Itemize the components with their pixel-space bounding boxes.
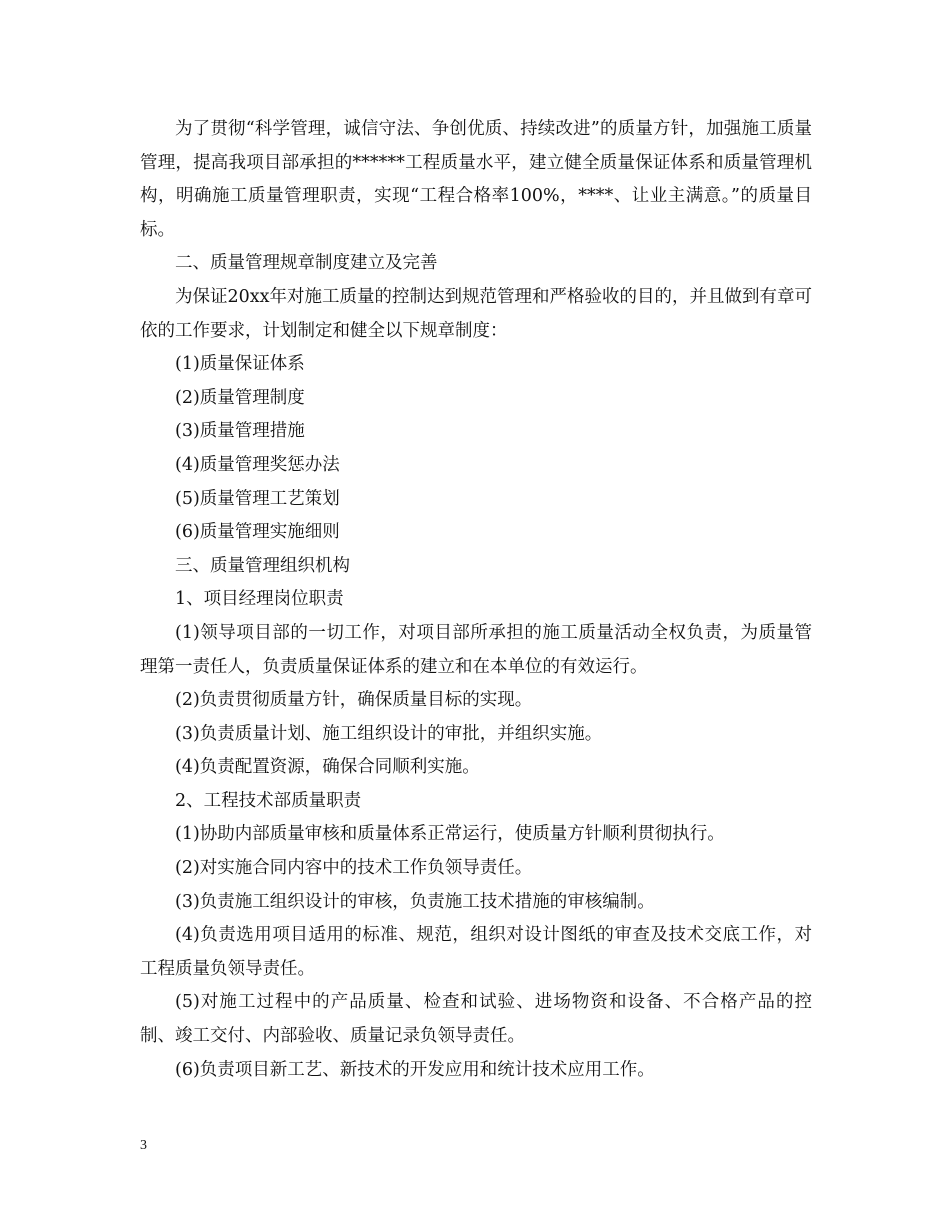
list-item: (6)负责项目新工艺、新技术的开发应用和统计技术应用工作。 [175, 1059, 655, 1080]
list-item: (3)负责施工组织设计的审核，负责施工技术措施的审核编制。 [175, 891, 655, 912]
paragraph-intro: 为了贯彻“科学管理，诚信守法、争创优质、持续改进”的质量方针，加强施工质量管理，提高我项目部承担的******工程质量水平，建立健全质量保证体系和质量管理机构，明确施工质量管理职责，实现“工程合格率100%，****、让业主满意。”的质量目标。 [140, 119, 812, 240]
subsection-heading-2: 2、工程技术部质量职责 [175, 790, 362, 811]
list-item: (5)质量管理工艺策划 [175, 488, 340, 509]
list-item: (4)负责选用项目适用的标准、规范，组织对设计图纸的审查及技术交底工作，对工程质量负领导责任。 [140, 925, 812, 979]
section-heading-3: 三、质量管理组织机构 [175, 555, 350, 576]
list-item: (4)负责配置资源，确保合同顺利实施。 [175, 757, 480, 778]
list-item: (5)对施工过程中的产品质量、检查和试验、进场物资和设备、不合格产品的控制、竣工交付、内部验收、质量记录负领导责任。 [140, 992, 812, 1047]
list-item: (2)负责贯彻质量方针，确保质量目标的实现。 [175, 690, 533, 711]
list-item: (1)协助内部质量审核和质量体系正常运行，使质量方针顺利贯彻执行。 [175, 824, 725, 845]
section-heading-2: 二、质量管理规章制度建立及完善 [175, 253, 438, 274]
list-item: (6)质量管理实施细则 [175, 522, 340, 543]
list-item: (1)领导项目部的一切工作，对项目部所承担的施工质量活动全权负责，为质量管理第一责任人，负责质量保证体系的建立和在本单位的有效运行。 [140, 622, 812, 677]
list-item: (2)质量管理制度 [175, 387, 305, 408]
list-item: (2)对实施合同内容中的技术工作负领导责任。 [175, 858, 533, 879]
list-item: (3)负责质量计划、施工组织设计的审批，并组织实施。 [175, 723, 603, 744]
list-item: (3)质量管理措施 [175, 421, 305, 442]
page-number: 3 [140, 1138, 147, 1153]
paragraph-rules-intro: 为保证20xx年对施工质量的控制达到规范管理和严格验收的目的，并且做到有章可依的工作要求，计划制定和健全以下规章制度： [140, 286, 813, 341]
list-item: (1)质量保证体系 [175, 354, 305, 375]
document-body [140, 113, 812, 1087]
subsection-heading-1: 1、项目经理岗位职责 [175, 589, 344, 610]
list-item: (4)质量管理奖惩办法 [175, 454, 340, 475]
